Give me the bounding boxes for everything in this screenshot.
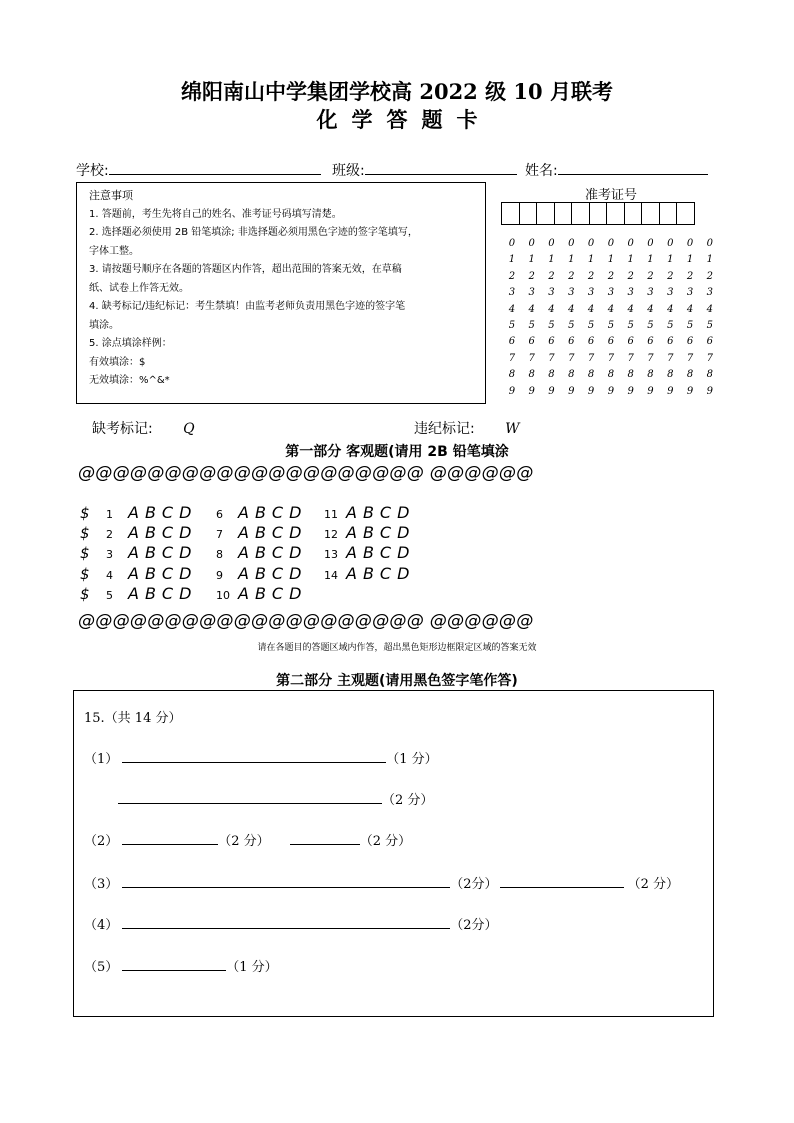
exam-id-digit-bubble[interactable]: 1 bbox=[607, 254, 615, 266]
question-number: 8 bbox=[216, 548, 223, 562]
mc-question bbox=[324, 523, 415, 542]
exam-id-digit-bubble[interactable]: 1 bbox=[706, 254, 714, 266]
answer-bubbles[interactable]: ABCD bbox=[346, 563, 416, 583]
answer-line[interactable] bbox=[122, 832, 218, 845]
page-title: 绵阳南山中学集团学校高 2022 级 10 月联考 bbox=[181, 79, 613, 104]
exam-id-digit-bubble[interactable]: 8 bbox=[706, 369, 714, 381]
exam-id-digit-bubble[interactable]: 8 bbox=[686, 369, 694, 381]
exam-id-digit-bubble[interactable]: 9 bbox=[568, 385, 575, 397]
exam-id-digit-bubble[interactable]: 0 bbox=[548, 238, 555, 249]
answer-bubbles[interactable]: ABCD bbox=[128, 503, 198, 522]
exam-id-digit-bubble[interactable]: 8 bbox=[587, 369, 595, 381]
exam-id-digit-bubble[interactable]: 7 bbox=[548, 352, 555, 364]
notes-item: 填涂。 bbox=[89, 319, 119, 331]
exam-id-digit-row bbox=[502, 369, 720, 380]
answer-line[interactable] bbox=[122, 916, 450, 929]
answer-bubbles[interactable]: ABCD bbox=[128, 563, 198, 583]
exam-id-digit-bubble[interactable]: 3 bbox=[508, 287, 516, 299]
exam-id-box[interactable] bbox=[659, 202, 678, 225]
notes-item: 纸、试卷上作答无效。 bbox=[89, 282, 189, 294]
question-number: 6 bbox=[216, 508, 223, 521]
exam-id-digit-bubble[interactable]: 1 bbox=[548, 254, 555, 266]
exam-id-digit-bubble[interactable]: 2 bbox=[686, 270, 694, 282]
exam-id-box[interactable] bbox=[606, 202, 625, 225]
exam-id-box[interactable] bbox=[501, 202, 520, 225]
exam-id-box[interactable] bbox=[519, 202, 538, 225]
exam-id-digit-row bbox=[502, 320, 720, 331]
q15-sub1 bbox=[84, 748, 438, 767]
question-number: 9 bbox=[216, 568, 223, 582]
q15-sub1-line2 bbox=[118, 789, 433, 808]
question-number: 3 bbox=[106, 548, 113, 562]
exam-id-box[interactable] bbox=[624, 202, 643, 225]
answer-bubbles[interactable]: ABCD bbox=[128, 523, 198, 543]
exam-id-box[interactable] bbox=[571, 202, 590, 225]
exam-id-digit-bubble[interactable]: 1 bbox=[587, 254, 595, 266]
exam-id-digit-bubble[interactable]: 5 bbox=[508, 320, 516, 331]
exam-id-digit-bubble[interactable]: 3 bbox=[627, 287, 634, 299]
exam-id-digit-bubble[interactable]: 3 bbox=[548, 287, 555, 299]
exam-id-digit-bubble[interactable]: 8 bbox=[607, 369, 615, 381]
notes-item: 有效填涂：$ bbox=[89, 356, 146, 368]
answer-bubbles[interactable]: ABCD bbox=[346, 503, 416, 522]
exam-id-digit-bubble[interactable]: 2 bbox=[706, 270, 714, 282]
mc-question bbox=[80, 584, 197, 603]
exam-id-digit-bubble[interactable]: 6 bbox=[667, 336, 674, 348]
exam-id-digit-bubble[interactable]: 2 bbox=[548, 270, 555, 282]
exam-id-digit-bubble[interactable]: 9 bbox=[607, 385, 615, 397]
exam-id-digit-bubble[interactable]: 8 bbox=[528, 369, 535, 381]
exam-id-digit-bubble[interactable]: 4 bbox=[667, 303, 674, 315]
page-subtitle: 化学答题卡 bbox=[316, 107, 492, 132]
exam-id-digit-bubble[interactable]: 7 bbox=[587, 352, 595, 364]
exam-id-digit-bubble[interactable]: 2 bbox=[627, 270, 634, 282]
class-label: 班级: bbox=[332, 163, 365, 179]
exam-id-digit-bubble[interactable]: 8 bbox=[508, 369, 516, 381]
q15-sub3 bbox=[84, 873, 679, 892]
exam-id-digit-bubble[interactable]: 7 bbox=[568, 352, 575, 364]
notes-item: 1. 答题前，考生先将自己的姓名、准考证号码填写清楚。 bbox=[89, 208, 342, 220]
exam-id-digit-bubble[interactable]: 9 bbox=[627, 385, 634, 397]
notes-item: 5. 涂点填涂样例： bbox=[89, 338, 172, 349]
answer-bubbles[interactable]: ABCD bbox=[346, 523, 416, 543]
exam-id-digit-bubble[interactable]: 3 bbox=[706, 287, 714, 299]
answer-line[interactable] bbox=[500, 875, 624, 888]
exam-id-digit-bubble[interactable]: 0 bbox=[627, 238, 634, 249]
exam-id-digit-bubble[interactable]: 5 bbox=[667, 320, 674, 331]
exam-id-digit-bubble[interactable]: 4 bbox=[607, 303, 615, 315]
q15-sub4 bbox=[84, 914, 498, 933]
exam-id-digit-bubble[interactable]: 1 bbox=[627, 254, 634, 266]
school-blank[interactable] bbox=[109, 162, 321, 175]
exam-id-digit-bubble[interactable]: 7 bbox=[706, 352, 714, 364]
name-label: 姓名: bbox=[525, 163, 558, 179]
answer-line[interactable] bbox=[122, 875, 450, 888]
exam-id-box[interactable] bbox=[554, 202, 573, 225]
exam-id-digit-bubble[interactable]: 2 bbox=[647, 270, 654, 282]
exam-id-digit-bubble[interactable]: 9 bbox=[548, 385, 555, 397]
question-number: 4 bbox=[106, 568, 113, 582]
exam-id-digit-bubble[interactable]: 1 bbox=[508, 254, 516, 266]
exam-id-digit-bubble[interactable]: 4 bbox=[568, 303, 575, 315]
mc-question bbox=[216, 543, 307, 562]
exam-id-digit-bubble[interactable]: 4 bbox=[706, 303, 714, 315]
exam-id-digit-bubble[interactable]: 4 bbox=[548, 303, 555, 315]
exam-id-digit-bubble[interactable]: 9 bbox=[508, 385, 516, 397]
points-label: （2 分） bbox=[627, 877, 679, 892]
absent-mark bbox=[92, 418, 195, 438]
row-marker: $ bbox=[80, 564, 90, 583]
notes-item: 4. 缺考标记/违纪标记：考生禁填！由监考老师负责用黑色字迹的签字笔 bbox=[89, 301, 406, 312]
question-number: 12 bbox=[324, 528, 338, 542]
mc-question bbox=[80, 503, 197, 522]
exam-id-digit-bubble[interactable]: 6 bbox=[548, 336, 555, 348]
sub-label: （3） bbox=[84, 877, 119, 892]
exam-id-digit-bubble[interactable]: 8 bbox=[667, 369, 674, 381]
answer-line[interactable] bbox=[122, 750, 386, 763]
exam-id-boxes bbox=[501, 202, 694, 225]
question-number: 1 bbox=[106, 508, 113, 521]
exam-id-digit-bubble[interactable]: 5 bbox=[647, 320, 654, 331]
points-label: （2 分） bbox=[359, 834, 412, 849]
school-field bbox=[76, 160, 321, 180]
part1-note: 请在各题目的答题区域内作答，超出黑色矩形边框限定区域的答案无效 bbox=[257, 643, 537, 653]
answer-bubbles[interactable]: ABCD bbox=[128, 583, 198, 603]
exam-id-digit-bubble[interactable]: 9 bbox=[706, 385, 714, 397]
part1-title: 第一部分 客观题(请用 2B 铅笔填涂 bbox=[285, 444, 509, 460]
exam-id-digit-bubble[interactable]: 3 bbox=[528, 287, 535, 299]
answer-bubbles[interactable]: ABCD bbox=[238, 503, 308, 522]
q15-sub5 bbox=[84, 956, 278, 975]
exam-id-digit-bubble[interactable]: 6 bbox=[568, 336, 575, 348]
exam-id-digit-bubble[interactable]: 6 bbox=[627, 336, 634, 348]
exam-id-digit-bubble[interactable]: 0 bbox=[587, 238, 595, 249]
exam-id-digit-bubble[interactable]: 5 bbox=[686, 320, 694, 331]
exam-id-digit-bubble[interactable]: 3 bbox=[647, 287, 654, 299]
question-number: 5 bbox=[106, 588, 113, 602]
violation-mark-bubble[interactable]: W bbox=[505, 421, 520, 437]
answer-bubbles[interactable]: ABCD bbox=[128, 543, 198, 563]
exam-id-digit-bubble[interactable]: 0 bbox=[686, 238, 694, 249]
notes-title: 注意事项 bbox=[89, 189, 133, 202]
exam-id-digit-bubble[interactable]: 1 bbox=[686, 254, 694, 266]
exam-id-digit-bubble[interactable]: 2 bbox=[607, 270, 615, 282]
exam-id-digit-bubble[interactable]: 3 bbox=[686, 287, 694, 299]
exam-id-digit-bubble[interactable]: 2 bbox=[508, 270, 516, 282]
exam-id-digit-bubble[interactable]: 6 bbox=[647, 336, 654, 348]
q15-sub2 bbox=[84, 830, 411, 849]
question-number: 14 bbox=[324, 568, 338, 582]
exam-id-box[interactable] bbox=[641, 202, 660, 225]
exam-id-digit-bubble[interactable]: 9 bbox=[587, 385, 595, 397]
mc-question bbox=[324, 564, 415, 583]
exam-id-digit-bubble[interactable]: 5 bbox=[706, 320, 714, 331]
exam-id-box[interactable] bbox=[536, 202, 555, 225]
exam-id-digit-bubble[interactable]: 4 bbox=[587, 303, 595, 315]
mc-question bbox=[80, 543, 197, 562]
exam-id-box[interactable] bbox=[676, 202, 695, 225]
exam-id-digit-bubble[interactable]: 2 bbox=[667, 270, 674, 282]
exam-id-digit-bubble[interactable]: 8 bbox=[627, 369, 634, 381]
points-label: （2分） bbox=[450, 918, 498, 933]
exam-id-digit-row bbox=[502, 386, 720, 397]
exam-id-digit-bubble[interactable]: 5 bbox=[528, 320, 535, 331]
notes-item: 字体工整。 bbox=[89, 245, 139, 257]
exam-id-digit-bubble[interactable]: 4 bbox=[647, 303, 654, 315]
exam-id-digit-row bbox=[502, 271, 720, 282]
q15-title: 15.（共 14 分） bbox=[84, 711, 182, 726]
exam-id-digit-row bbox=[502, 287, 720, 298]
exam-id-digit-bubble[interactable]: 5 bbox=[607, 320, 615, 331]
exam-id-digit-bubble[interactable]: 0 bbox=[607, 238, 615, 249]
answer-bubbles[interactable]: ABCD bbox=[238, 543, 308, 563]
exam-id-digit-bubble[interactable]: 2 bbox=[528, 270, 535, 282]
points-label: （2 分） bbox=[382, 793, 434, 808]
timing-marks-top: @@@@@@@@@@@@@@@@@@@@ @@@@@@ bbox=[78, 463, 534, 483]
name-field bbox=[525, 160, 708, 180]
exam-id-box[interactable] bbox=[589, 202, 608, 225]
exam-id-digit-bubble[interactable]: 6 bbox=[686, 336, 694, 348]
sub-label: （5） bbox=[84, 960, 119, 975]
exam-id-digit-row bbox=[502, 238, 720, 249]
sub-label: （4） bbox=[84, 918, 119, 933]
exam-id-digit-bubble[interactable]: 5 bbox=[587, 320, 595, 331]
exam-id-digit-bubble[interactable]: 3 bbox=[568, 287, 575, 299]
exam-id-digit-bubble[interactable]: 4 bbox=[528, 303, 535, 315]
exam-id-digit-bubble[interactable]: 9 bbox=[647, 385, 654, 397]
question-number: 11 bbox=[324, 508, 338, 521]
exam-id-digit-bubble[interactable]: 1 bbox=[568, 254, 575, 266]
exam-id-digit-bubble[interactable]: 9 bbox=[686, 385, 694, 397]
violation-label: 违纪标记: bbox=[414, 421, 475, 437]
exam-id-digit-bubble[interactable]: 9 bbox=[528, 385, 535, 397]
exam-id-digit-bubble[interactable]: 3 bbox=[607, 287, 615, 299]
exam-id-digit-bubble[interactable]: 6 bbox=[706, 336, 714, 348]
answer-bubbles[interactable]: ABCD bbox=[238, 523, 308, 543]
mc-question bbox=[216, 564, 307, 583]
points-label: （2分） bbox=[450, 877, 498, 892]
notes-item: 3. 请按题号顺序在各题的答题区内作答，超出范围的答案无效，在草稿 bbox=[89, 264, 402, 275]
mc-question bbox=[216, 523, 307, 542]
mc-question bbox=[80, 523, 197, 542]
row-marker: $ bbox=[80, 584, 90, 603]
mc-question bbox=[324, 543, 415, 562]
exam-id-digit-bubble[interactable]: 7 bbox=[508, 352, 516, 364]
row-marker: $ bbox=[80, 524, 90, 543]
row-marker: $ bbox=[80, 504, 90, 522]
exam-id-digit-bubble[interactable]: 5 bbox=[548, 320, 555, 331]
exam-id-digit-bubble[interactable]: 1 bbox=[647, 254, 654, 266]
exam-id-digit-bubble[interactable]: 7 bbox=[528, 352, 535, 364]
sub-label: （1） bbox=[84, 752, 119, 767]
exam-id-label: 准考证号 bbox=[584, 188, 637, 203]
class-blank[interactable] bbox=[365, 162, 517, 175]
notes-item: 无效填涂：%^&* bbox=[89, 375, 170, 386]
points-label: （1 分） bbox=[226, 960, 278, 975]
answer-line[interactable] bbox=[118, 791, 382, 804]
mc-question bbox=[216, 584, 307, 603]
sub-label: （2） bbox=[84, 834, 119, 849]
exam-id-digit-bubble[interactable]: 6 bbox=[508, 336, 516, 348]
exam-id-digit-bubble[interactable]: 6 bbox=[528, 336, 535, 348]
absent-mark-bubble[interactable]: Q bbox=[183, 421, 195, 437]
violation-mark bbox=[414, 418, 520, 438]
exam-id-digit-bubble[interactable]: 7 bbox=[627, 352, 634, 364]
exam-id-digit-bubble[interactable]: 7 bbox=[647, 352, 654, 364]
exam-id-digit-bubble[interactable]: 1 bbox=[528, 254, 535, 266]
exam-id-digit-bubble[interactable]: 0 bbox=[667, 238, 674, 249]
answer-bubbles[interactable]: ABCD bbox=[346, 543, 416, 563]
school-label: 学校: bbox=[76, 163, 109, 179]
exam-id-digit-row bbox=[502, 353, 720, 364]
exam-id-digit-bubble[interactable]: 0 bbox=[706, 238, 714, 249]
exam-id-digit-bubble[interactable]: 5 bbox=[627, 320, 634, 331]
exam-id-digit-bubble[interactable]: 3 bbox=[587, 287, 595, 299]
exam-id-digit-bubble[interactable]: 8 bbox=[568, 369, 575, 381]
question-number: 13 bbox=[324, 548, 338, 562]
answer-line[interactable] bbox=[122, 958, 226, 971]
answer-bubbles[interactable]: ABCD bbox=[238, 563, 308, 583]
question-number: 10 bbox=[216, 588, 230, 602]
mc-question bbox=[216, 503, 307, 522]
exam-id-digit-bubble[interactable]: 3 bbox=[667, 287, 674, 299]
exam-id-digit-bubble[interactable]: 0 bbox=[528, 238, 535, 249]
exam-id-digit-bubble[interactable]: 8 bbox=[548, 369, 555, 381]
question-number: 7 bbox=[216, 528, 223, 542]
mc-question bbox=[80, 564, 197, 583]
exam-id-digit-bubble[interactable]: 7 bbox=[607, 352, 615, 364]
notes-item: 2. 选择题必须使用 2B 铅笔填涂; 非选择题必须用黑色字迹的签字笔填写， bbox=[89, 227, 418, 238]
mc-question bbox=[324, 503, 415, 522]
exam-id-digit-bubble[interactable]: 2 bbox=[587, 270, 595, 282]
name-blank[interactable] bbox=[558, 162, 708, 175]
exam-id-digit-bubble[interactable]: 4 bbox=[686, 303, 694, 315]
row-marker: $ bbox=[80, 544, 90, 563]
notes-box bbox=[76, 182, 486, 404]
absent-label: 缺考标记: bbox=[92, 421, 153, 437]
points-label: （1 分） bbox=[386, 752, 438, 767]
exam-id-digit-bubble[interactable]: 5 bbox=[568, 320, 575, 331]
exam-id-digit-bubble[interactable]: 0 bbox=[647, 238, 654, 249]
exam-id-digit-bubble[interactable]: 0 bbox=[508, 238, 516, 249]
exam-id-digit-bubble[interactable]: 7 bbox=[667, 352, 674, 364]
exam-id-digit-bubble[interactable]: 6 bbox=[587, 336, 595, 348]
exam-id-digit-bubble[interactable]: 6 bbox=[607, 336, 615, 348]
exam-id-digit-bubble[interactable]: 2 bbox=[568, 270, 575, 282]
exam-id-digit-bubble[interactable]: 4 bbox=[627, 303, 634, 315]
exam-id-digit-bubble[interactable]: 7 bbox=[686, 352, 694, 364]
exam-id-digit-bubble[interactable]: 9 bbox=[667, 385, 674, 397]
exam-id-digit-bubble[interactable]: 4 bbox=[508, 303, 516, 315]
answer-bubbles[interactable]: ABCD bbox=[238, 583, 308, 603]
timing-marks-bottom: @@@@@@@@@@@@@@@@@@@@ @@@@@@ bbox=[78, 611, 534, 631]
answer-line[interactable] bbox=[290, 832, 360, 845]
points-label: （2 分） bbox=[218, 834, 270, 849]
exam-id-digit-row bbox=[502, 336, 720, 347]
part2-title: 第二部分 主观题(请用黑色签字笔作答) bbox=[276, 673, 518, 689]
exam-id-digit-row bbox=[502, 254, 720, 265]
exam-id-digit-row bbox=[502, 304, 720, 315]
question-number: 2 bbox=[106, 528, 113, 542]
exam-id-digit-bubble[interactable]: 8 bbox=[647, 369, 654, 381]
class-field bbox=[332, 160, 517, 180]
exam-id-digit-bubble[interactable]: 0 bbox=[568, 238, 575, 249]
exam-id-digit-bubble[interactable]: 1 bbox=[667, 254, 674, 266]
